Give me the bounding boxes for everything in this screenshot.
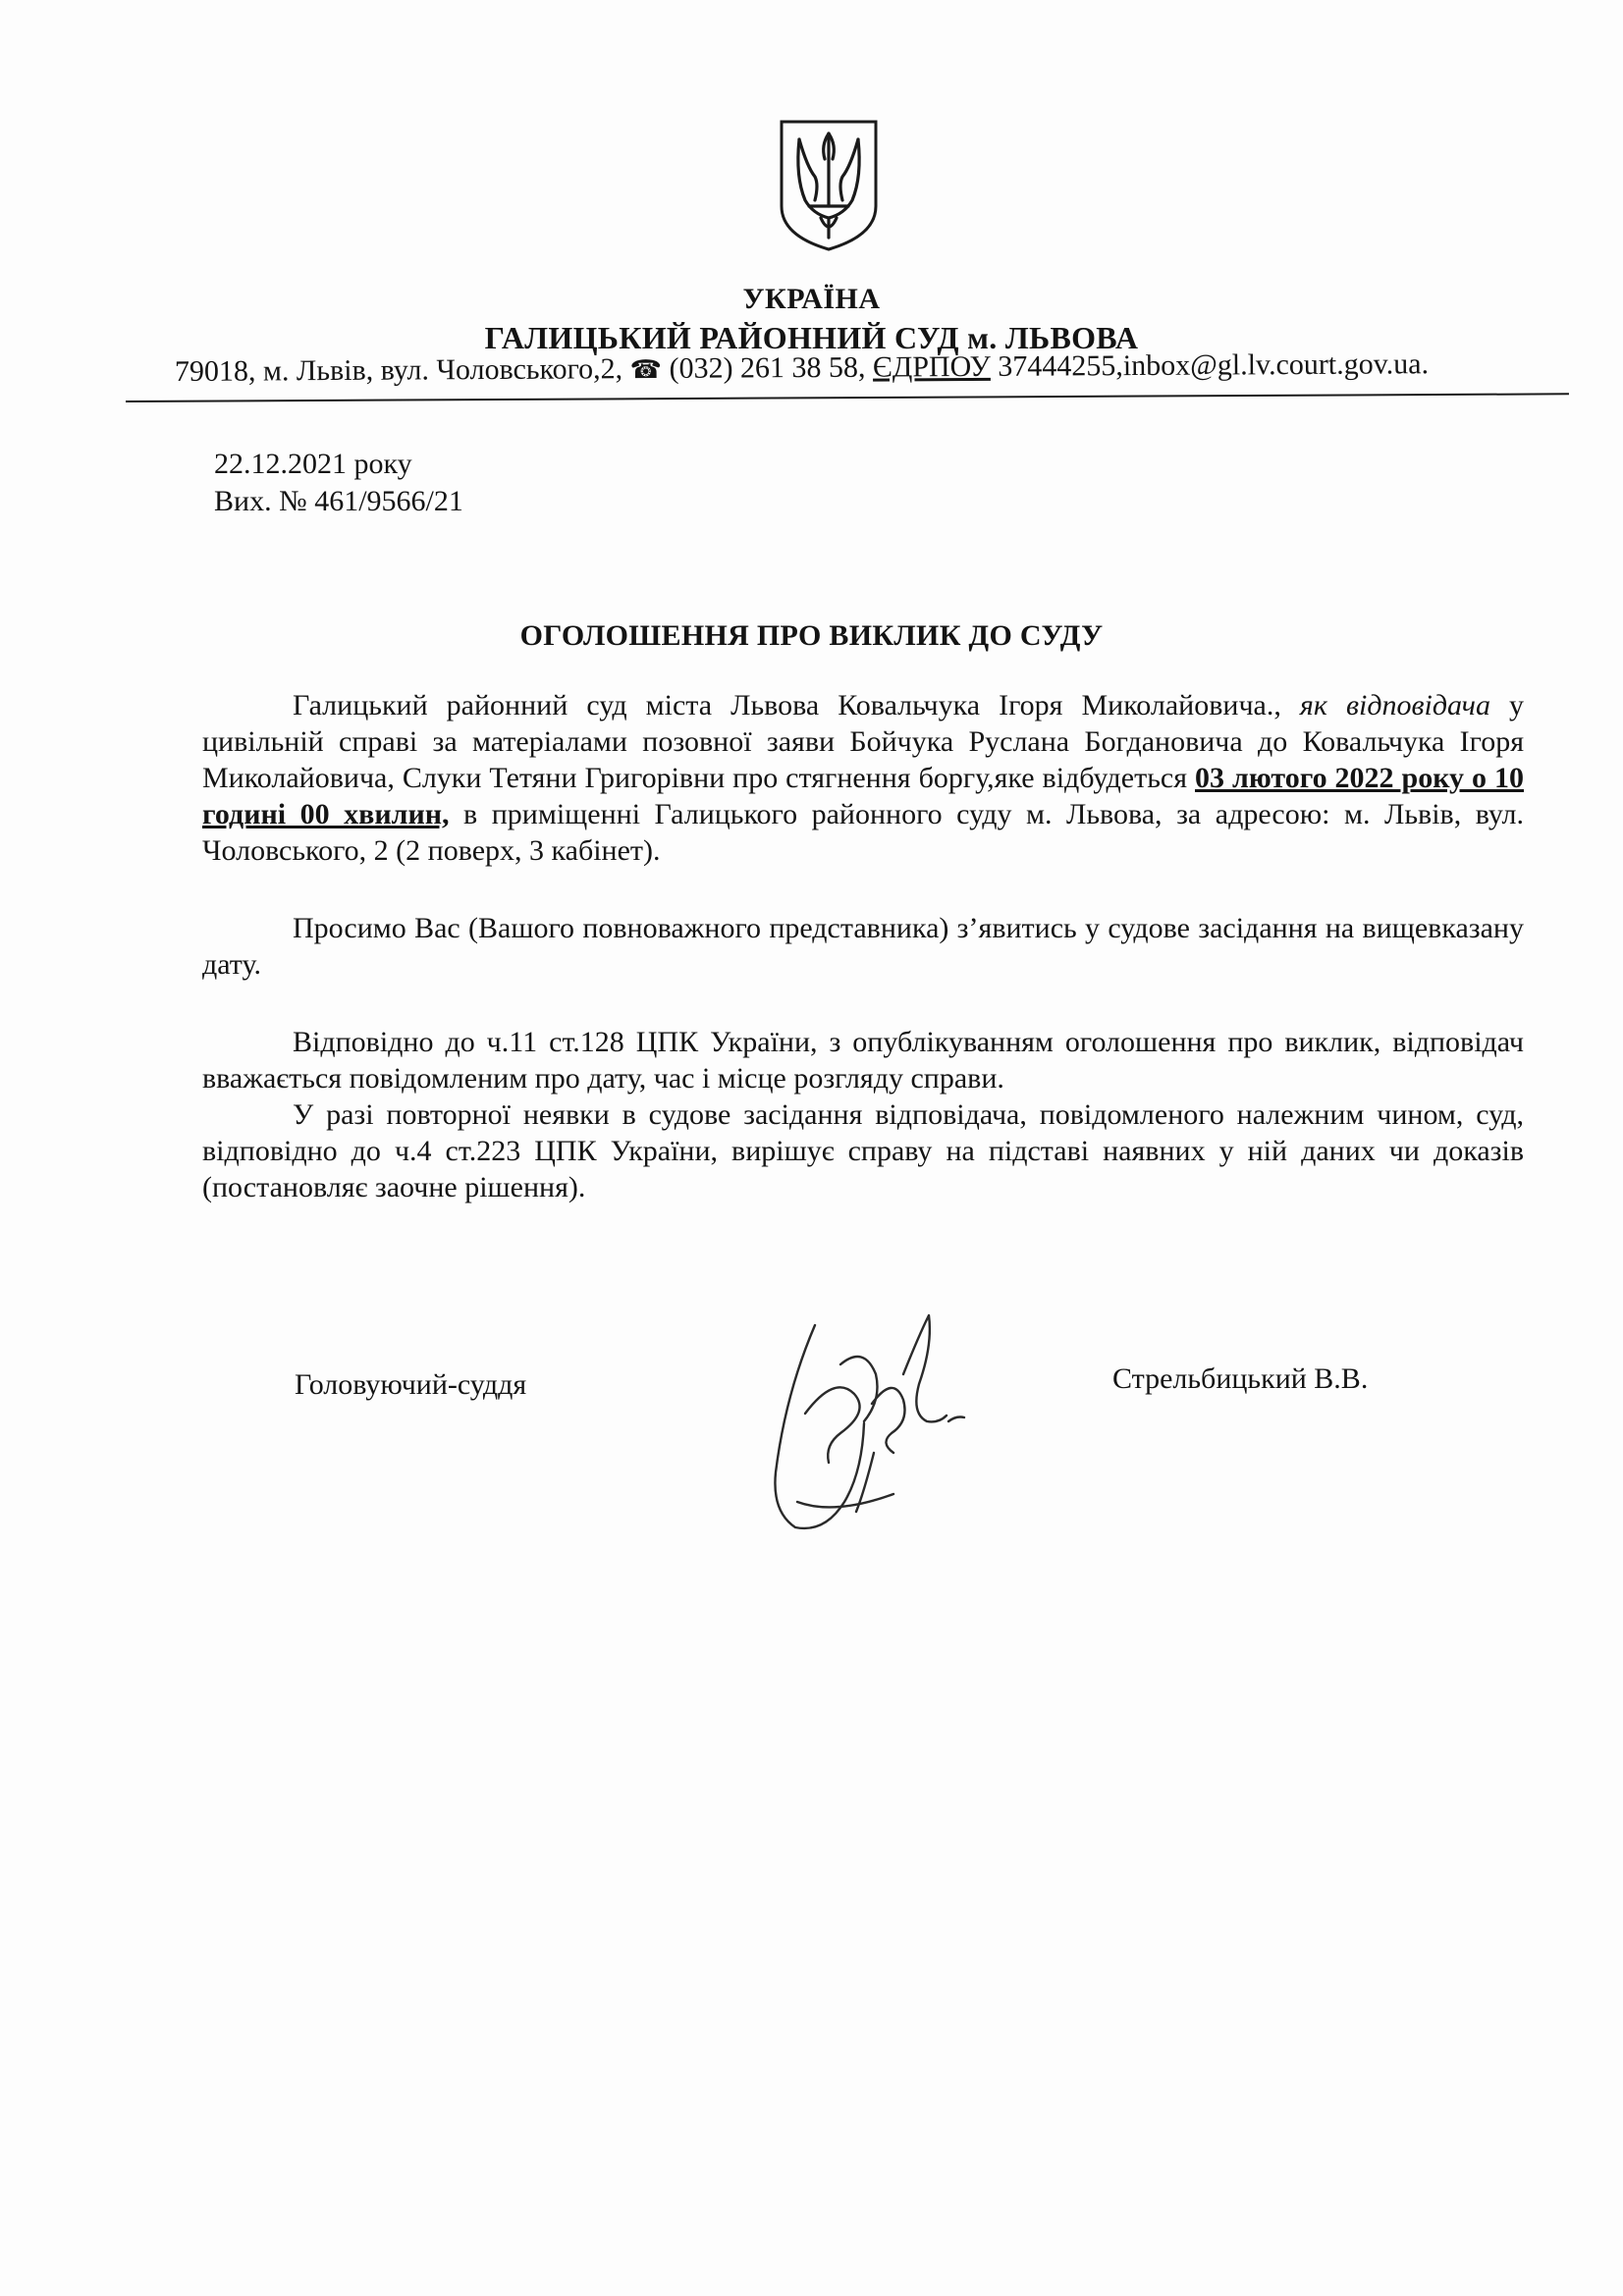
paragraph-summons: [202, 687, 1524, 869]
p1-text-b: у цивільній справі за матеріалами позовної заяви Бойчука Руслана Богдановича до Ковальчука Ігоря Миколайовича, Слуки Тетяни Григорівни про стягнення боргу,яке відбудеться: [202, 689, 1525, 794]
document-title: ОГОЛОШЕННЯ ПРО ВИКЛИК ДО СУДУ: [519, 619, 1104, 652]
hearing-datetime: 03 лютого 2022 року о 10 годині 00 хвилин,: [202, 762, 1525, 830]
outgoing-number: Вих. № 461/9566/21: [214, 485, 463, 517]
header-address-line: 79018, м. Львів, вул. Чоловського,2, ☎ (032) 261 38 58, ЄДРПОУ 37444255,inbox@gl.lv.court.gov.ua.: [174, 347, 1430, 388]
edrpou-label: ЄДРПОУ: [872, 349, 991, 384]
edrpou-and-email: 37444255,inbox@gl.lv.court.gov.ua.: [998, 347, 1430, 383]
court-address: 79018, м. Львів, вул. Чоловського,2,: [174, 352, 623, 388]
telephone-icon: ☎: [629, 354, 663, 385]
header-court-name: ГАЛИЦЬКИЙ РАЙОННИЙ СУД м. ЛЬВОВА: [484, 320, 1139, 355]
paragraph-default: У разі повторної неявки в судове засідання відповідача, повідомленого належним чином, суд, відповідно до ч.4 ст.223 ЦПК України, вирішує справу на підставі наявних у ній даних чи доказів (постановляє заочне рішення).: [202, 1098, 1524, 1203]
coat-of-arms-icon: [776, 116, 882, 253]
p1-role: як відповідача: [1299, 689, 1490, 721]
paragraph-notice: Відповідно до ч.11 ст.128 ЦПК України, з опублікуванням оголошення про виклик, відповідач вважається повідомленим про дату, час і місце розгляду справи.: [202, 1026, 1524, 1095]
handwritten-signature: [746, 1306, 972, 1541]
court-phone: (032) 261 38 58: [669, 350, 859, 385]
p1-text-a: Галицький районний суд міста Львова Ковальчука Ігоря Миколайовича.,: [293, 689, 1300, 721]
signatory-name: Стрельбицький В.В.: [1112, 1362, 1369, 1395]
paragraph-request: Просимо Вас (Вашого повноважного представника) з’явитись у судове засідання на вищевказану дату.: [202, 912, 1524, 981]
document-body: [202, 687, 1524, 1205]
signatory-role: Головуючий-суддя: [295, 1368, 527, 1401]
document-date: 22.12.2021 року: [214, 448, 412, 480]
header-divider: [126, 393, 1569, 402]
p1-text-c: в приміщенні Галицького районного суду м. Львова, за адресою: м. Львів, вул. Чоловського, 2 (2 поверх, 3 кабінет).: [202, 798, 1525, 867]
header-country: УКРАЇНА: [742, 283, 881, 315]
